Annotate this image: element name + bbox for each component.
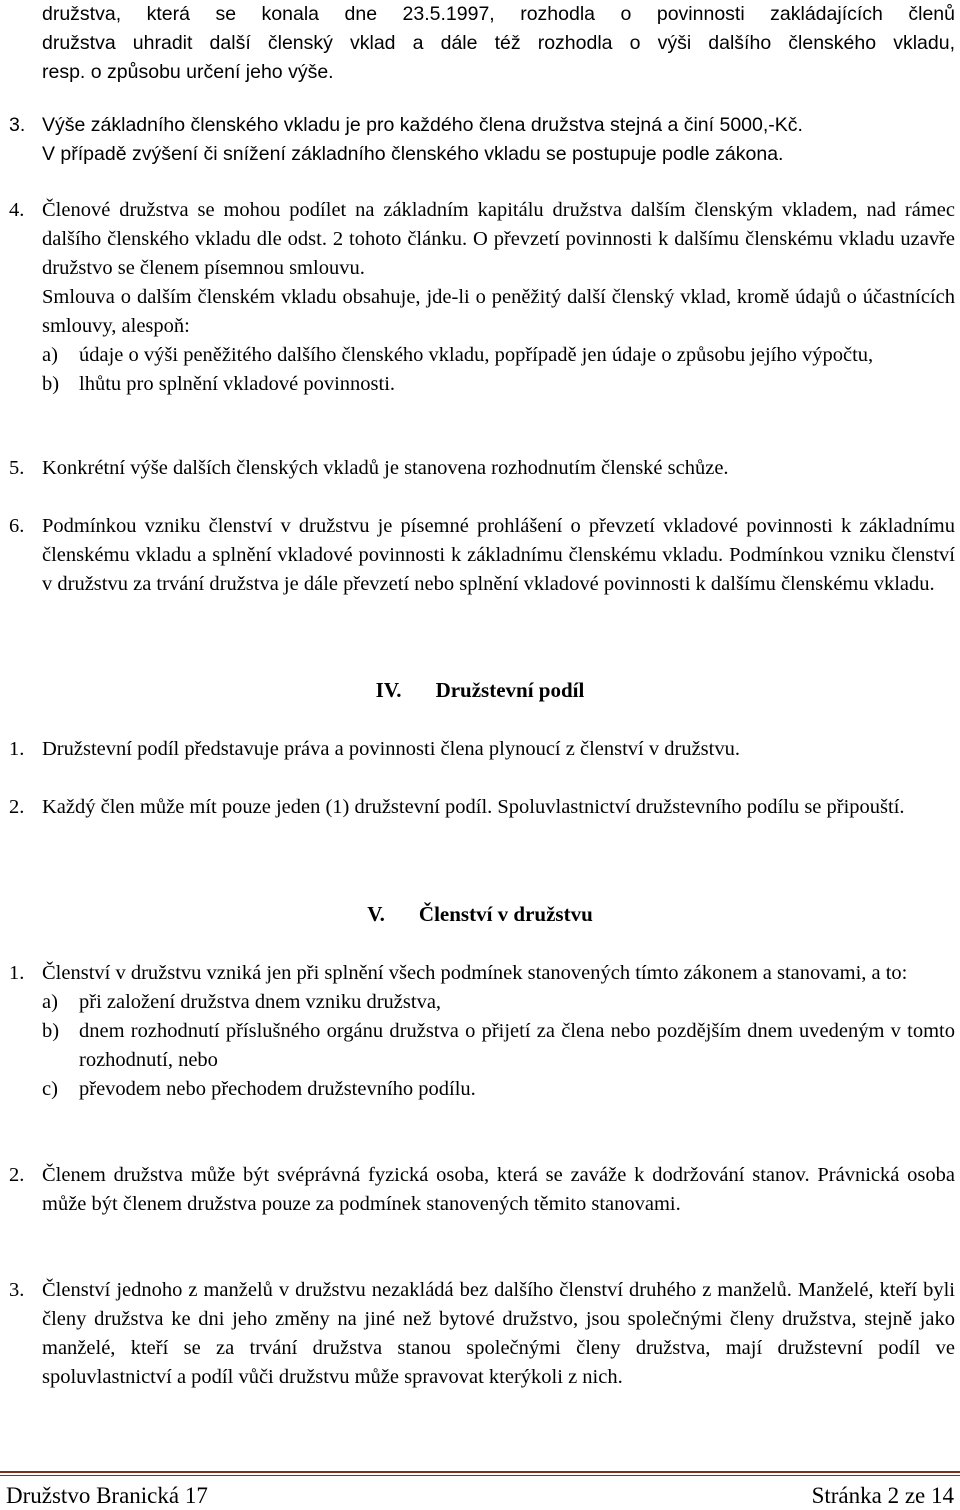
sub-letter: a) xyxy=(42,344,58,366)
section-v-item-1 xyxy=(9,959,955,1104)
section-v-item-2-text: Členem družstva může být svéprávná fyzická osoba, která se zaváže k dodržování stanov. Právnická osoba může být členem družstva pouze za podmínek stanovených těmito stanovami. xyxy=(42,1164,955,1215)
sub-text: lhůtu pro splnění vkladové povinnosti. xyxy=(79,373,396,395)
item-3-line2: V případě zvýšení či snížení základního členského vkladu se postupuje podle zákona. xyxy=(42,143,784,165)
section-v-item-1-sub-c xyxy=(42,1075,955,1104)
section-heading-v xyxy=(0,900,960,929)
top-fragment-line1: družstva, která se konala dne 23.5.1997, rozhodla o povinnosti zakládajících členů xyxy=(42,3,955,25)
top-fragment-line2: družstva uhradit další členský vklad a dále též rozhodla o výši dalšího členského vkladu, xyxy=(42,32,955,54)
item-4-para2: Smlouva o dalším členském vkladu obsahuje, jde-li o peněžitý další členský vklad, kromě údajů o účastnících smlouvy, alespoň: xyxy=(42,286,955,337)
section-v-item-3-text: Členství jednoho z manželů v družstvu nezakládá bez dalšího členství druhého z manželů. Manželé, kteří byli členy družstva ke dni jeho změny na jiné než bytové družstvo, jsou společnými členy družstva, stejně jako manželé, kteří se za trvání družstva stanou společnými členy družstva, mají družstevní podíl ve spoluvlastnictví a podíl vůči družstvu může spravovat kterýkoli z nich. xyxy=(42,1279,955,1388)
section-number: IV. xyxy=(375,678,402,702)
footer-divider-thin xyxy=(0,1475,960,1476)
item-number: 6. xyxy=(9,515,25,537)
section-v-item-1-sub-b xyxy=(42,1017,955,1075)
section-v-item-1-sub-a xyxy=(42,988,955,1017)
item-number: 3. xyxy=(9,1279,25,1301)
list-item-4 xyxy=(9,196,955,399)
section-v-item-3 xyxy=(9,1276,955,1392)
list-item-3 xyxy=(9,111,955,169)
section-title: Družstevní podíl xyxy=(435,678,585,702)
item-number: 1. xyxy=(9,738,25,760)
item-4-para1: Členové družstva se mohou podílet na základním kapitálu družstva dalším členským vkladem, nad rámec dalšího členského vkladu dle odst. 2 tohoto článku. O převzetí povinnosti k dalšímu členskému vkladu uzavře družstvo se členem písemnou smlouvu. xyxy=(42,199,955,279)
sub-text: údaje o výši peněžitého dalšího členského vkladu, popřípadě jen údaje o způsobu jejího výpočtu, xyxy=(79,344,874,366)
item-number: 4. xyxy=(9,199,25,221)
section-v-item-2 xyxy=(9,1161,955,1219)
section-iv-item-2 xyxy=(9,793,955,822)
list-item-6 xyxy=(9,512,955,599)
section-title: Členství v družstvu xyxy=(418,902,593,926)
top-fragment-line3: resp. o způsobu určení jeho výše. xyxy=(42,61,334,83)
item-number: 3. xyxy=(9,114,26,136)
item-5-text: Konkrétní výše dalších členských vkladů je stanovena rozhodnutím členské schůze. xyxy=(42,457,729,479)
footer-company-name: Družstvo Branická 17 xyxy=(6,1483,208,1508)
section-heading-iv xyxy=(0,676,960,705)
footer-page-number: Stránka 2 ze 14 xyxy=(811,1483,954,1508)
item-number: 5. xyxy=(9,457,25,479)
item-4-sub-a xyxy=(42,341,955,370)
item-3-line1: Výše základního členského vkladu je pro každého člena družstva stejná a činí 5000,-Kč. xyxy=(42,114,803,136)
item-6-text: Podmínkou vzniku členství v družstvu je písemné prohlášení o převzetí vkladové povinnosti k základnímu členskému vkladu a splnění vkladové povinnosti k základnímu členskému vkladu. Podmínkou vzniku členství v družstvu za trvání družstva je dále převzetí nebo splnění vkladové povinnosti k dalšímu členskému vkladu. xyxy=(42,515,955,595)
item-number: 2. xyxy=(9,1164,25,1186)
sub-letter: b) xyxy=(42,373,60,395)
sub-letter: c) xyxy=(42,1078,58,1100)
section-v-item-1-text: Členství v družstvu vzniká jen při splnění všech podmínek stanovených tímto zákonem a stanovami, a to: xyxy=(42,962,908,984)
sub-text: dnem rozhodnutí příslušného orgánu družstva o přijetí za člena nebo pozdějším dnem uvedeným v tomto rozhodnutí, nebo xyxy=(79,1020,955,1071)
footer-divider xyxy=(0,1471,960,1473)
section-number: V. xyxy=(367,902,385,926)
item-4-sub-b xyxy=(42,370,955,399)
sub-text: převodem nebo přechodem družstevního podílu. xyxy=(79,1078,476,1100)
sub-letter: b) xyxy=(42,1020,60,1042)
list-item-5 xyxy=(9,454,955,483)
item-number: 1. xyxy=(9,962,25,984)
section-iv-item-2-text: Každý člen může mít pouze jeden (1) družstevní podíl. Spoluvlastnictví družstevního podílu se připouští. xyxy=(42,796,905,818)
sub-text: při založení družstva dnem vzniku družstva, xyxy=(79,991,442,1013)
sub-letter: a) xyxy=(42,991,58,1013)
top-fragment xyxy=(42,0,955,87)
item-number: 2. xyxy=(9,796,25,818)
section-iv-item-1 xyxy=(9,735,955,764)
section-iv-item-1-text: Družstevní podíl představuje práva a povinnosti člena plynoucí z členství v družstvu. xyxy=(42,738,740,760)
